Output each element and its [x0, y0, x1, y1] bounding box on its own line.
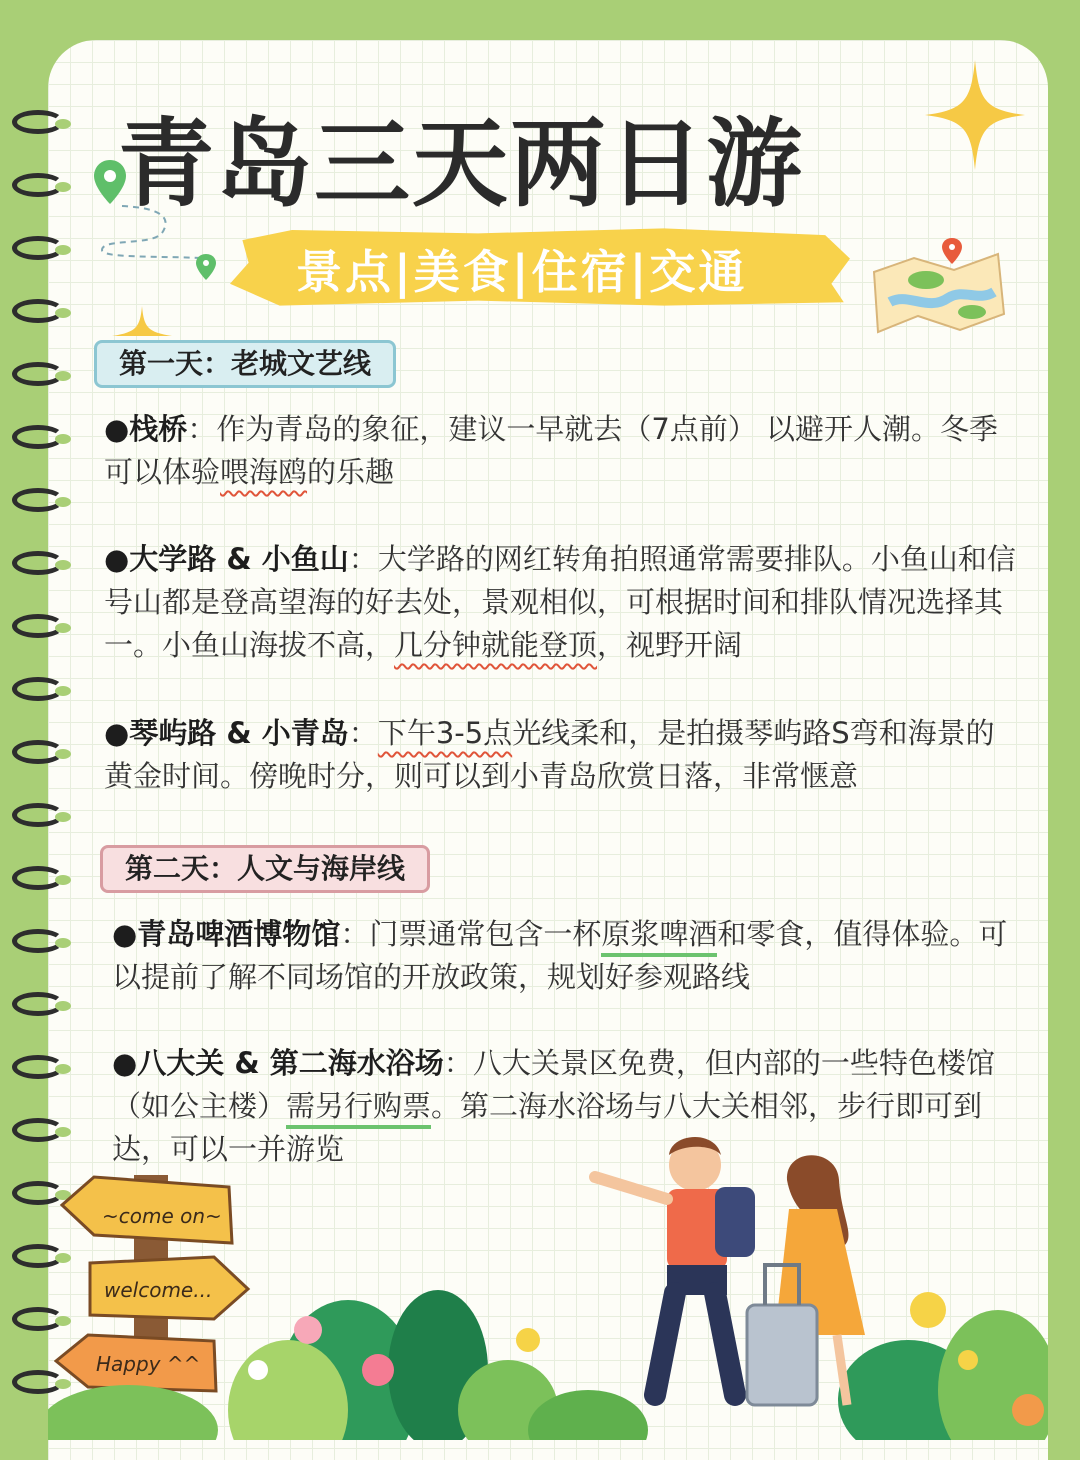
- binding-ring: [12, 362, 64, 386]
- day-one-tag: 第一天：老城文艺线: [94, 340, 396, 388]
- item-separator: ：: [348, 716, 378, 750]
- signpost-bottom-text: Happy ^^: [96, 1352, 201, 1376]
- item-separator: ：: [340, 917, 370, 951]
- item-name: ●青岛啤酒博物馆: [112, 917, 341, 951]
- item-text: 八大关景区免费，但内部的一些特色楼馆（如公主楼）: [112, 1046, 995, 1123]
- binding-ring: [12, 425, 64, 449]
- binding-ring: [12, 1118, 64, 1142]
- binding-ring: [12, 551, 64, 575]
- highlight-text: 喂海鸥: [220, 455, 308, 489]
- item-text-tail: ，视野开阔: [597, 628, 743, 662]
- item-separator: ：: [348, 542, 378, 576]
- list-item: [112, 913, 1022, 999]
- list-item: [104, 712, 1022, 798]
- binding-ring: [12, 677, 64, 701]
- binding-ring: [12, 488, 64, 512]
- signpost-top-text: ~come on~: [102, 1204, 222, 1228]
- binding-ring: [12, 173, 64, 197]
- sparkle-small-icon: [112, 306, 172, 342]
- highlight-text: 下午3-5点: [377, 716, 513, 750]
- item-name: ●栈桥: [104, 412, 188, 446]
- item-name: ●八大关 & 第二海水浴场: [112, 1046, 444, 1080]
- signpost-middle-text: welcome...: [104, 1278, 213, 1302]
- item-text: 门票通常包含一杯: [369, 917, 602, 951]
- binding-ring: [12, 992, 64, 1016]
- highlight-text: 几分钟就能登顶: [394, 628, 598, 662]
- binding-ring: [12, 740, 64, 764]
- list-item: [104, 538, 1022, 667]
- binding-ring: [12, 929, 64, 953]
- binding-ring: [12, 110, 64, 134]
- highlight-text: 需另行购票: [286, 1089, 431, 1129]
- item-name: ●大学路 & 小鱼山: [104, 542, 349, 576]
- item-text-tail: 。第二海水浴场与八大关相邻，步行即可到达，可以一并游览: [112, 1089, 983, 1166]
- item-text-tail: 和零食，值得体验。可以提前了解不同场馆的开放政策，规划好参观路线: [112, 917, 1008, 994]
- day-two-tag: 第二天：人文与海岸线: [100, 845, 430, 893]
- plants-illustration: [48, 1240, 1048, 1440]
- binding-ring: [12, 299, 64, 323]
- list-item: [104, 408, 1022, 494]
- highlight-text: 原浆啤酒: [601, 917, 717, 957]
- item-text: 作为青岛的象征，建议一早就去（7点前） 以避开人潮。冬季可以体验: [104, 412, 998, 489]
- binding-ring: [12, 866, 64, 890]
- sparkle-icon: [925, 60, 1025, 170]
- item-separator: ：: [443, 1046, 473, 1080]
- binding-ring: [12, 614, 64, 638]
- binding-ring: [12, 1055, 64, 1079]
- binding-ring: [12, 236, 64, 260]
- item-name: ●琴屿路 & 小青岛: [104, 716, 349, 750]
- item-separator: ：: [187, 412, 217, 446]
- item-text-tail: 光线柔和，是拍摄琴屿路S弯和海景的黄金时间。傍晚时分，则可以到小青岛欣赏日落，非常惬意: [104, 716, 995, 793]
- binding-ring: [12, 803, 64, 827]
- item-text-tail: 的乐趣: [307, 455, 395, 489]
- item-text: 大学路的网红转角拍照通常需要排队。小鱼山和信号山都是登高望海的好去处，景观相似，可根据时间和排队情况选择其一。小鱼山海拔不高，: [104, 542, 1016, 662]
- banner-tags: 景点|美食|住宿|交通: [296, 245, 748, 299]
- page-title: 青岛三天两日游: [118, 108, 804, 220]
- travelers-illustration: [575, 1125, 895, 1425]
- map-icon: [868, 232, 1008, 342]
